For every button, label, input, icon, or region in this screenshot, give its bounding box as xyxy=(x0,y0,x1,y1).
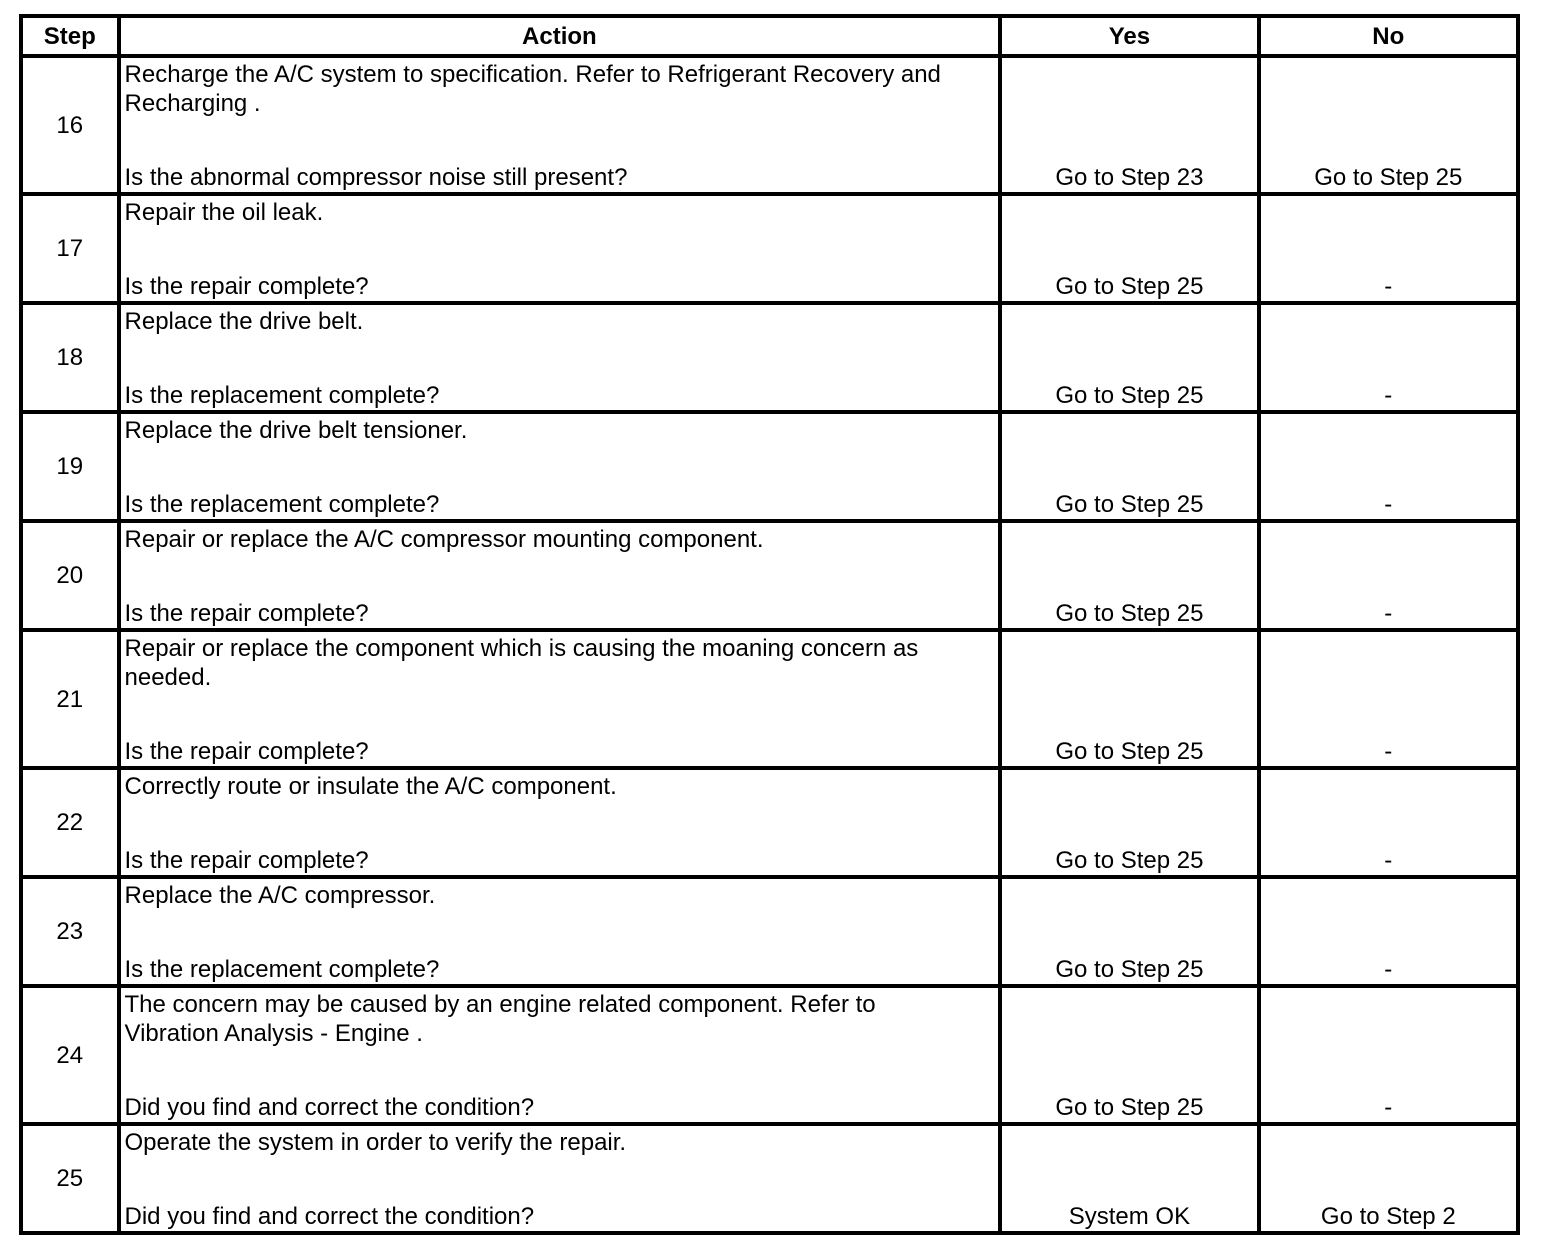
step-number: 19 xyxy=(21,412,119,521)
action-question: Is the repair complete? xyxy=(124,847,369,874)
yes-result: Go to Step 23 xyxy=(1000,56,1258,194)
no-result: - xyxy=(1259,877,1518,986)
diagnostic-table xyxy=(19,14,1520,1235)
table-row xyxy=(21,768,1518,877)
yes-result: Go to Step 25 xyxy=(1000,412,1258,521)
no-result: - xyxy=(1259,194,1518,303)
table-row xyxy=(21,986,1518,1124)
action-instruction: Recharge the A/C system to specification. Refer to Refrigerant Recovery and Recharging . xyxy=(124,61,941,117)
step-number: 21 xyxy=(21,630,119,768)
no-result: - xyxy=(1259,303,1518,412)
yes-result: System OK xyxy=(1000,1124,1258,1233)
action-question: Is the repair complete? xyxy=(124,273,369,300)
no-result: - xyxy=(1259,630,1518,768)
no-result: - xyxy=(1259,768,1518,877)
action-instruction: Operate the system in order to verify the repair. xyxy=(124,1129,627,1156)
yes-result: Go to Step 25 xyxy=(1000,194,1258,303)
step-number: 25 xyxy=(21,1124,119,1233)
action-cell xyxy=(119,877,1001,986)
no-result: Go to Step 25 xyxy=(1259,56,1518,194)
action-cell xyxy=(119,1124,1001,1233)
header-row xyxy=(21,16,1518,56)
action-instruction: Replace the drive belt tensioner. xyxy=(124,417,468,444)
step-number: 23 xyxy=(21,877,119,986)
action-question: Is the repair complete? xyxy=(124,738,369,765)
action-question: Is the replacement complete? xyxy=(124,382,440,409)
action-question: Is the repair complete? xyxy=(124,600,369,627)
action-cell xyxy=(119,768,1001,877)
action-cell xyxy=(119,630,1001,768)
header-action: Action xyxy=(119,16,1001,56)
step-number: 22 xyxy=(21,768,119,877)
step-number: 16 xyxy=(21,56,119,194)
table-row xyxy=(21,194,1518,303)
action-cell xyxy=(119,521,1001,630)
no-result: - xyxy=(1259,986,1518,1124)
action-question: Is the replacement complete? xyxy=(124,491,440,518)
yes-result: Go to Step 25 xyxy=(1000,986,1258,1124)
table-body xyxy=(21,56,1518,1233)
table-row xyxy=(21,1124,1518,1233)
yes-result: Go to Step 25 xyxy=(1000,303,1258,412)
header-no: No xyxy=(1259,16,1518,56)
yes-result: Go to Step 25 xyxy=(1000,768,1258,877)
action-question: Did you find and correct the condition? xyxy=(124,1094,535,1121)
action-instruction: Repair the oil leak. xyxy=(124,199,324,226)
header-yes: Yes xyxy=(1000,16,1258,56)
yes-result: Go to Step 25 xyxy=(1000,521,1258,630)
table-row xyxy=(21,412,1518,521)
action-cell xyxy=(119,303,1001,412)
no-result: Go to Step 2 xyxy=(1259,1124,1518,1233)
action-instruction: The concern may be caused by an engine related component. Refer to Vibration Analysis - Engine . xyxy=(124,991,876,1047)
table-row xyxy=(21,303,1518,412)
action-cell xyxy=(119,986,1001,1124)
no-result: - xyxy=(1259,521,1518,630)
table-row xyxy=(21,56,1518,194)
step-number: 24 xyxy=(21,986,119,1124)
table-row xyxy=(21,630,1518,768)
header-step: Step xyxy=(21,16,119,56)
action-instruction: Replace the drive belt. xyxy=(124,308,364,335)
step-number: 17 xyxy=(21,194,119,303)
table-row xyxy=(21,877,1518,986)
action-instruction: Repair or replace the A/C compressor mounting component. xyxy=(124,526,764,553)
action-question: Is the abnormal compressor noise still present? xyxy=(124,164,628,191)
yes-result: Go to Step 25 xyxy=(1000,877,1258,986)
action-cell xyxy=(119,194,1001,303)
action-instruction: Repair or replace the component which is causing the moaning concern as needed. xyxy=(124,635,919,691)
yes-result: Go to Step 25 xyxy=(1000,630,1258,768)
step-number: 20 xyxy=(21,521,119,630)
action-instruction: Correctly route or insulate the A/C component. xyxy=(124,773,617,800)
action-question: Did you find and correct the condition? xyxy=(124,1203,535,1230)
table-header xyxy=(21,16,1518,56)
action-cell xyxy=(119,56,1001,194)
action-cell xyxy=(119,412,1001,521)
action-question: Is the replacement complete? xyxy=(124,956,440,983)
no-result: - xyxy=(1259,412,1518,521)
step-number: 18 xyxy=(21,303,119,412)
action-instruction: Replace the A/C compressor. xyxy=(124,882,436,909)
table-row xyxy=(21,521,1518,630)
